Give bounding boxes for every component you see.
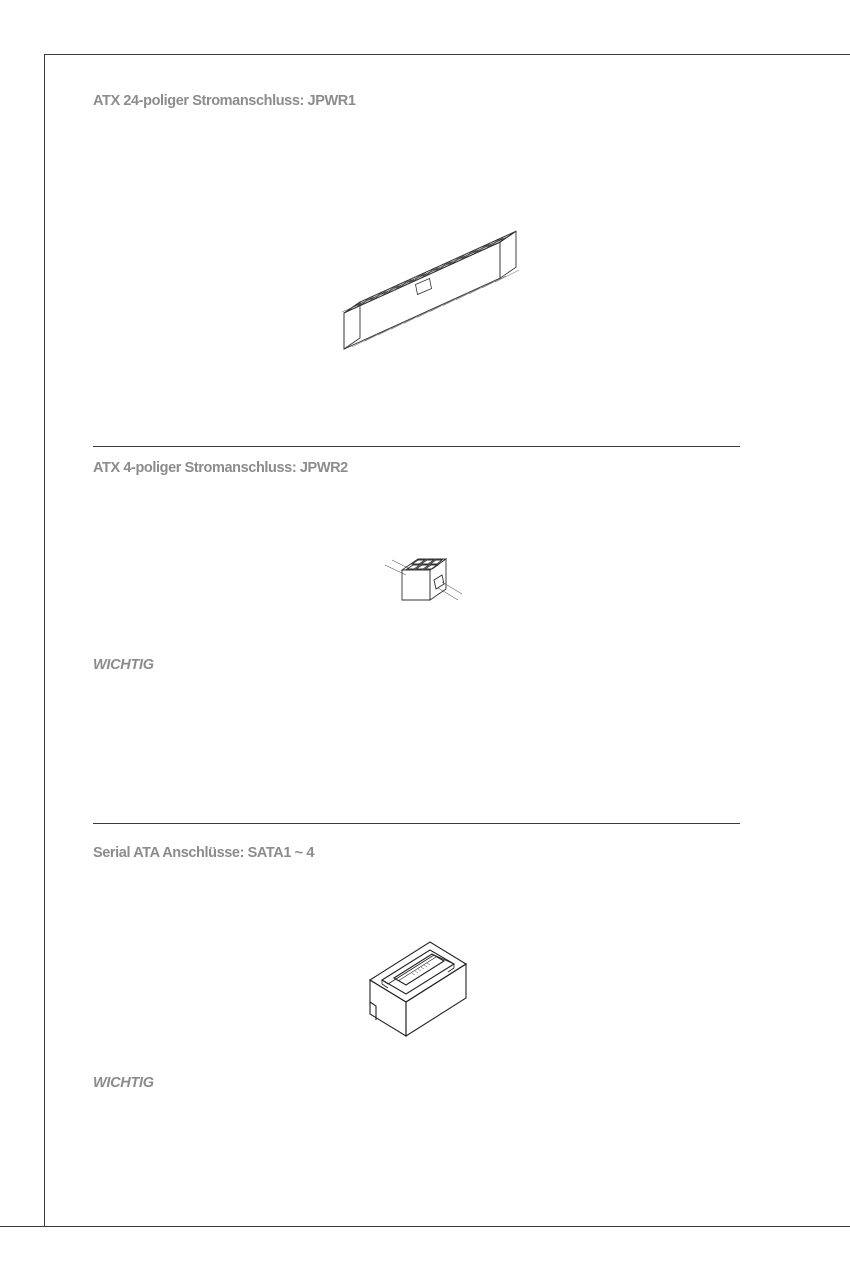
section-divider: [93, 446, 740, 447]
atx-24-pin-connector-icon: [310, 230, 530, 360]
important-note-label: WICHTIG: [93, 657, 154, 673]
important-note-label: WICHTIG: [93, 1075, 154, 1091]
section-heading-sata: Serial ATA Anschlüsse: SATA1 ~ 4: [93, 845, 315, 861]
page-frame-left-line: [44, 54, 45, 1226]
page-frame-bottom-line: [0, 1226, 850, 1227]
section-divider: [93, 823, 740, 824]
page-frame-top-line: [44, 54, 850, 55]
section-heading-jpwr2: ATX 4-poliger Stromanschluss: JPWR2: [93, 460, 348, 476]
sata-connector-icon: [360, 932, 480, 1044]
section-heading-jpwr1: ATX 24-poliger Stromanschluss: JPWR1: [93, 93, 356, 109]
atx-4-pin-connector-icon: [380, 548, 470, 613]
